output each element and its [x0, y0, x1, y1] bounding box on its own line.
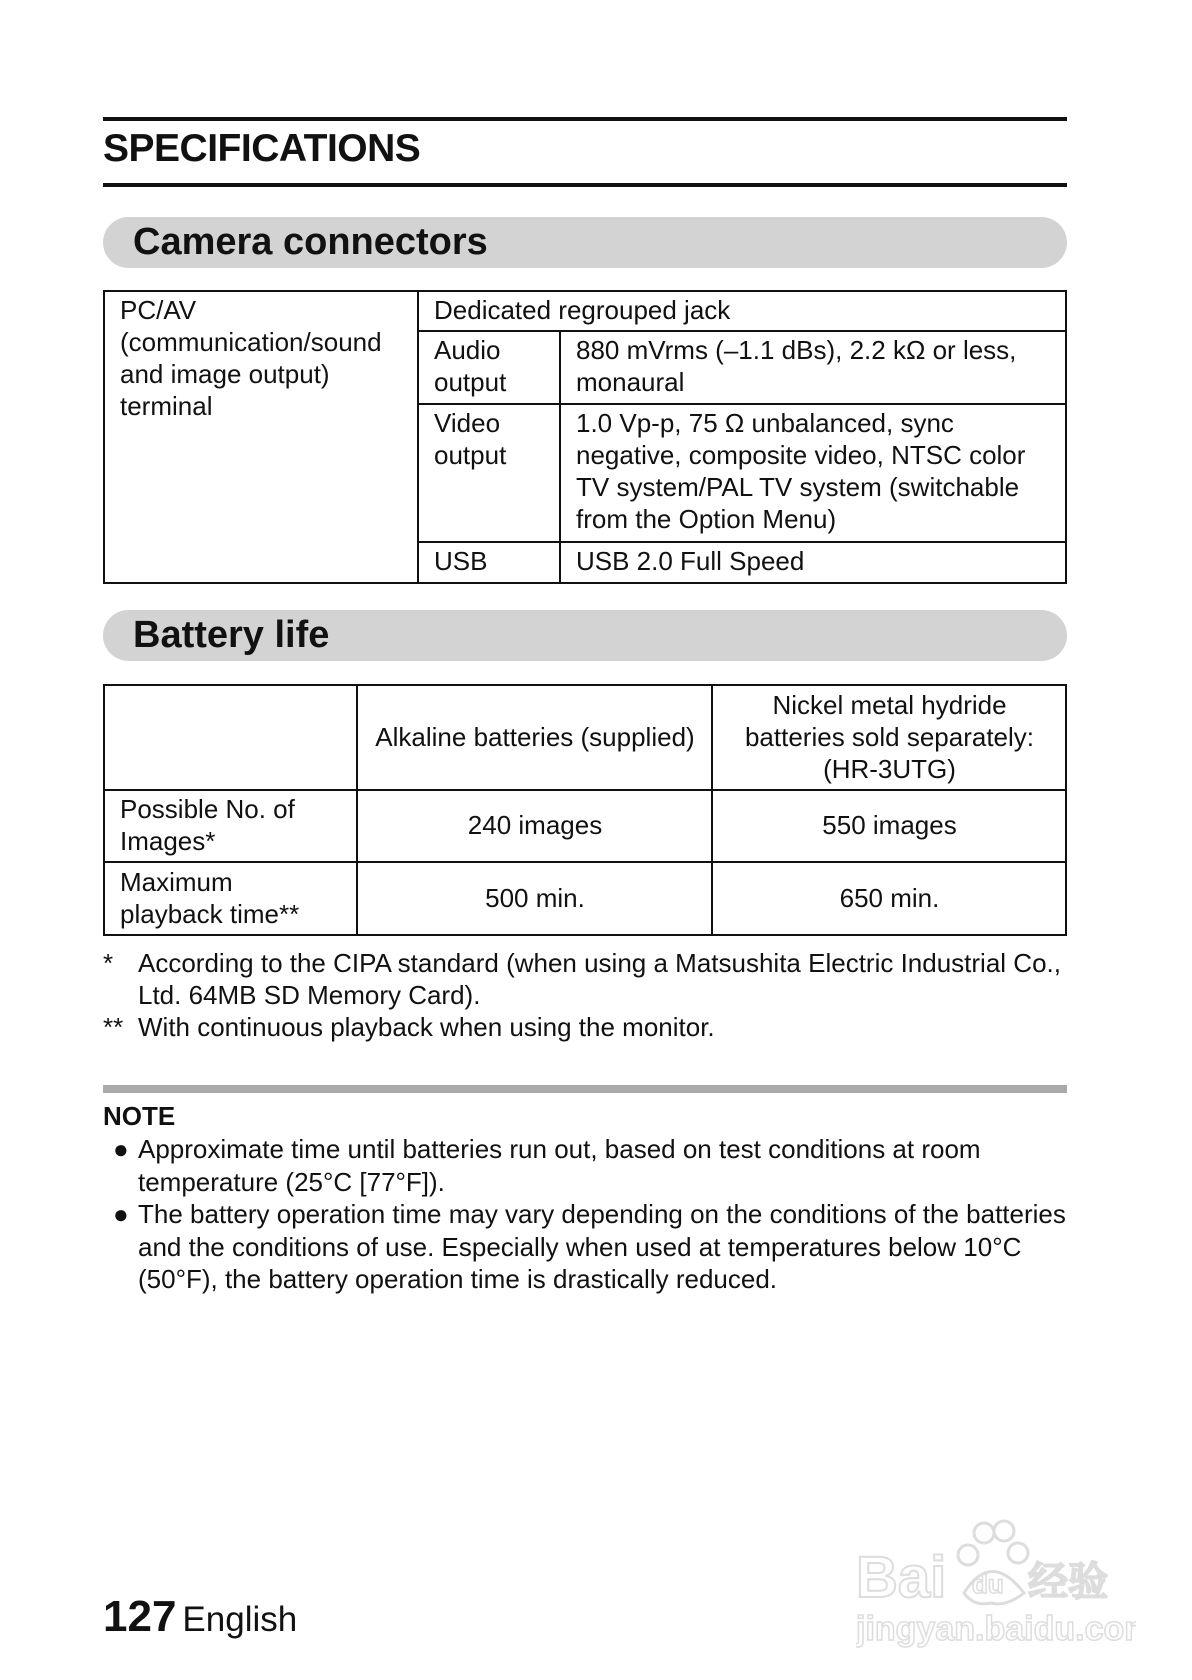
footnote-mark: **: [103, 1012, 124, 1042]
note-heading: NOTE: [103, 1101, 176, 1131]
svg-text:du: du: [972, 1569, 1004, 1599]
page-footer: [103, 1592, 297, 1642]
footnote-text: With continuous playback when using the monitor.: [138, 1012, 715, 1042]
svg-text:jingyan.baidu.com: jingyan.baidu.com: [856, 1610, 1136, 1648]
row-label: Video output: [418, 404, 560, 542]
row-label: Maximum playback time**: [104, 862, 357, 935]
row-value: 1.0 Vp-p, 75 Ω unbalanced, sync negative, composite video, NTSC color TV system/PAL TV system (switchable from the Option Menu): [560, 404, 1066, 542]
note-text: The battery operation time may vary depending on the conditions of the batteries and the conditions of use. Especially when used at temperatures below 10°C (50°F), the battery operation time is drastically reduced.: [138, 1199, 1066, 1294]
nimh-value: 650 min.: [712, 862, 1066, 935]
jack-cell: Dedicated regrouped jack: [418, 291, 1066, 331]
column-header: Nickel metal hydride batteries sold separately: (HR-3UTG): [712, 685, 1066, 790]
section-header-connectors: [103, 217, 1067, 268]
column-header: [104, 685, 357, 790]
top-rule: [103, 117, 1067, 121]
alkaline-value: 500 min.: [357, 862, 712, 935]
title-rule: [103, 183, 1067, 187]
battery-table: [103, 684, 1067, 936]
terminal-cell: PC/AV (communication/sound and image output) terminal: [104, 291, 418, 583]
row-label: USB: [418, 542, 560, 583]
row-value: 880 mVrms (–1.1 dBs), 2.2 kΩ or less, monaural: [560, 331, 1066, 404]
language-label: English: [182, 1600, 298, 1639]
section-title: Battery life: [133, 614, 330, 656]
section-header-battery: [103, 610, 1067, 661]
column-header: Alkaline batteries (supplied): [357, 685, 712, 790]
bullet-icon: ●: [113, 1199, 129, 1229]
baidu-watermark-logo: [856, 1515, 1136, 1655]
note-item: [103, 1198, 1067, 1296]
page-number: 127: [103, 1592, 177, 1641]
footnote-text: According to the CIPA standard (when using a Matsushita Electric Industrial Co., Ltd. 64MB SD Memory Card).: [138, 948, 1061, 1010]
row-value: USB 2.0 Full Speed: [560, 542, 1066, 583]
row-label: Audio output: [418, 331, 560, 404]
table-header-row: [104, 685, 1066, 790]
connectors-table: [103, 290, 1067, 584]
svg-text:经验: 经验: [1028, 1559, 1108, 1605]
nimh-value: 550 images: [712, 790, 1066, 862]
table-row: [104, 790, 1066, 862]
alkaline-value: 240 images: [357, 790, 712, 862]
note-text: Approximate time until batteries run out, based on test conditions at room temperature (25°C [77°F]).: [138, 1134, 981, 1197]
note-divider: [103, 1085, 1067, 1093]
svg-text:Bai: Bai: [856, 1545, 947, 1610]
table-row: [104, 862, 1066, 935]
bullet-icon: ●: [113, 1134, 129, 1164]
section-title: Camera connectors: [133, 221, 488, 263]
footnote-mark: *: [103, 948, 114, 978]
row-label: Possible No. of Images*: [104, 790, 357, 862]
page-title: SPECIFICATIONS: [103, 127, 421, 170]
note-item: [103, 1133, 1067, 1198]
